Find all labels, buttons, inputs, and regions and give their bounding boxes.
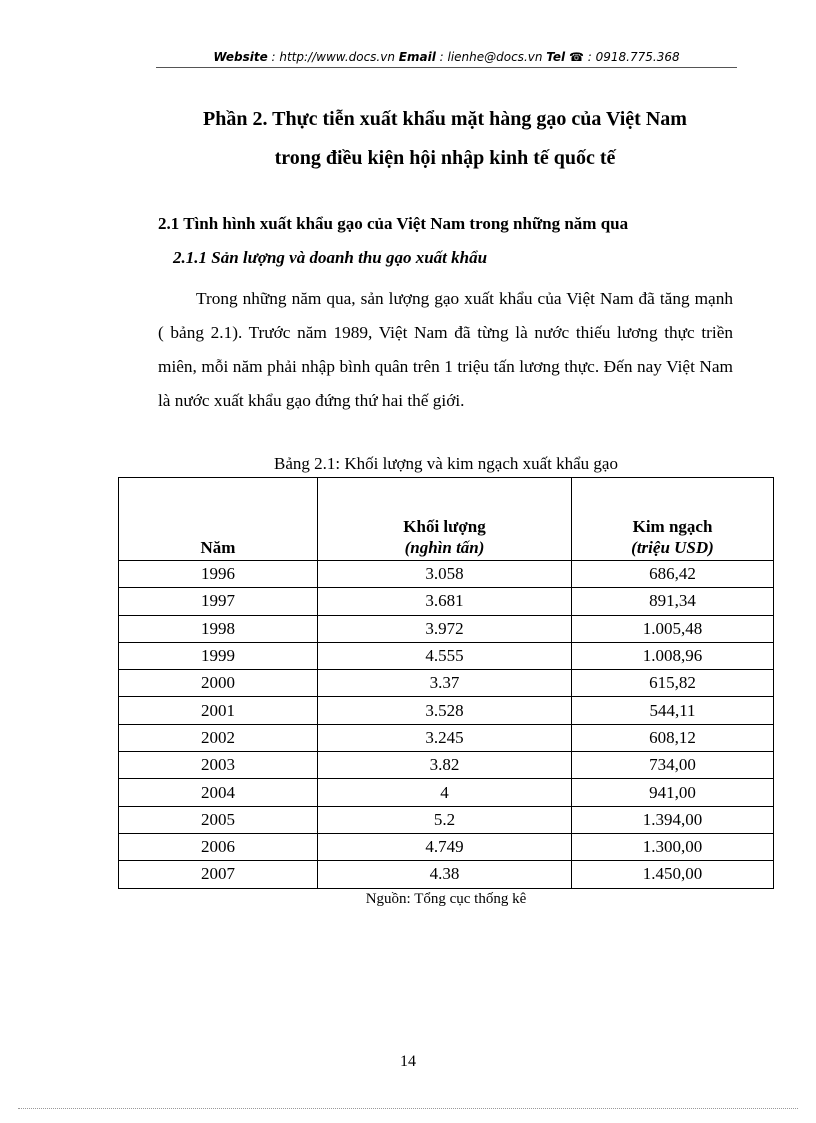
table-row <box>119 615 774 642</box>
table-caption: Bảng 2.1: Khối lượng và kim ngạch xuất khẩu gạo <box>274 454 618 473</box>
volume-cell: 3.245 <box>318 724 572 751</box>
year-cell: 2006 <box>119 833 318 860</box>
tel-value: : 0918.775.368 <box>583 50 680 64</box>
email-label: Email <box>398 50 436 64</box>
email-value[interactable]: : lienhe@docs.vn <box>435 50 547 64</box>
value-cell: 1.394,00 <box>572 806 774 833</box>
phone-icon: ☎ <box>569 50 584 64</box>
year-cell: 2000 <box>119 670 318 697</box>
header-value-label: Kim ngạch <box>632 517 713 536</box>
value-cell: 1.450,00 <box>572 861 774 888</box>
page-header <box>156 50 737 68</box>
table-source: Nguồn: Tổng cục thống kê <box>365 891 527 907</box>
table-row <box>119 588 774 615</box>
table-row <box>119 752 774 779</box>
part-title-line-2: trong điều kiện hội nhập kinh tế quốc tế <box>274 147 616 169</box>
header-volume-label: Khối lượng <box>403 517 486 536</box>
volume-cell: 3.37 <box>318 670 572 697</box>
year-cell: 1996 <box>119 561 318 588</box>
year-cell: 1997 <box>119 588 318 615</box>
header-value <box>572 478 774 561</box>
header-year: Năm <box>119 478 318 561</box>
page-number: 14 <box>400 1053 416 1070</box>
body-paragraph: Trong những năm qua, sản lượng gạo xuất khẩu của Việt Nam đã tăng mạnh ( bảng 2.1). Trước năm 1989, Việt Nam đã từng là nước thiếu lương thực triền miên, mỗi năm phải nhập bình quân trên 1 triệu tấn lương thực. Đến nay Việt Nam là nước xuất khẩu gạo đứng thứ hai thế giới. <box>158 289 733 410</box>
volume-cell: 4.555 <box>318 642 572 669</box>
value-cell: 1.005,48 <box>572 615 774 642</box>
volume-cell: 4 <box>318 779 572 806</box>
website-value[interactable]: : http://www.docs.vn <box>267 50 399 64</box>
table-row <box>119 861 774 888</box>
year-cell: 1999 <box>119 642 318 669</box>
table-body <box>119 561 774 889</box>
volume-cell: 3.82 <box>318 752 572 779</box>
year-cell: 2001 <box>119 697 318 724</box>
table-row <box>119 833 774 860</box>
year-cell: 2004 <box>119 779 318 806</box>
value-cell: 608,12 <box>572 724 774 751</box>
value-cell: 544,11 <box>572 697 774 724</box>
header-volume <box>318 478 572 561</box>
year-cell: 2003 <box>119 752 318 779</box>
year-cell: 1998 <box>119 615 318 642</box>
year-cell: 2007 <box>119 861 318 888</box>
table-row <box>119 642 774 669</box>
export-table <box>118 477 774 889</box>
volume-cell: 3.528 <box>318 697 572 724</box>
subsection-heading: 2.1.1 Sản lượng và doanh thu gạo xuất khẩu <box>173 248 488 267</box>
volume-cell: 4.38 <box>318 861 572 888</box>
part-title <box>150 100 740 178</box>
header-volume-unit: (nghìn tấn) <box>404 538 485 557</box>
table-row <box>119 697 774 724</box>
table-header-row <box>119 478 774 561</box>
volume-cell: 3.681 <box>318 588 572 615</box>
table-row <box>119 779 774 806</box>
table-row <box>119 670 774 697</box>
table-row <box>119 561 774 588</box>
section-heading: 2.1 Tình hình xuất khẩu gạo của Việt Nam trong những năm qua <box>158 214 629 233</box>
year-cell: 2002 <box>119 724 318 751</box>
value-cell: 734,00 <box>572 752 774 779</box>
header-value-unit: (triệu USD) <box>631 538 714 557</box>
volume-cell: 5.2 <box>318 806 572 833</box>
tel-label: Tel <box>546 50 566 64</box>
volume-cell: 4.749 <box>318 833 572 860</box>
value-cell: 686,42 <box>572 561 774 588</box>
table-row <box>119 724 774 751</box>
value-cell: 1.300,00 <box>572 833 774 860</box>
year-cell: 2005 <box>119 806 318 833</box>
value-cell: 941,00 <box>572 779 774 806</box>
volume-cell: 3.058 <box>318 561 572 588</box>
footer-divider <box>18 1108 798 1109</box>
value-cell: 891,34 <box>572 588 774 615</box>
part-title-line-1: Phần 2. Thực tiễn xuất khẩu mặt hàng gạo của Việt Nam <box>203 108 687 130</box>
value-cell: 1.008,96 <box>572 642 774 669</box>
table-row <box>119 806 774 833</box>
website-label: Website <box>213 50 268 64</box>
volume-cell: 3.972 <box>318 615 572 642</box>
value-cell: 615,82 <box>572 670 774 697</box>
